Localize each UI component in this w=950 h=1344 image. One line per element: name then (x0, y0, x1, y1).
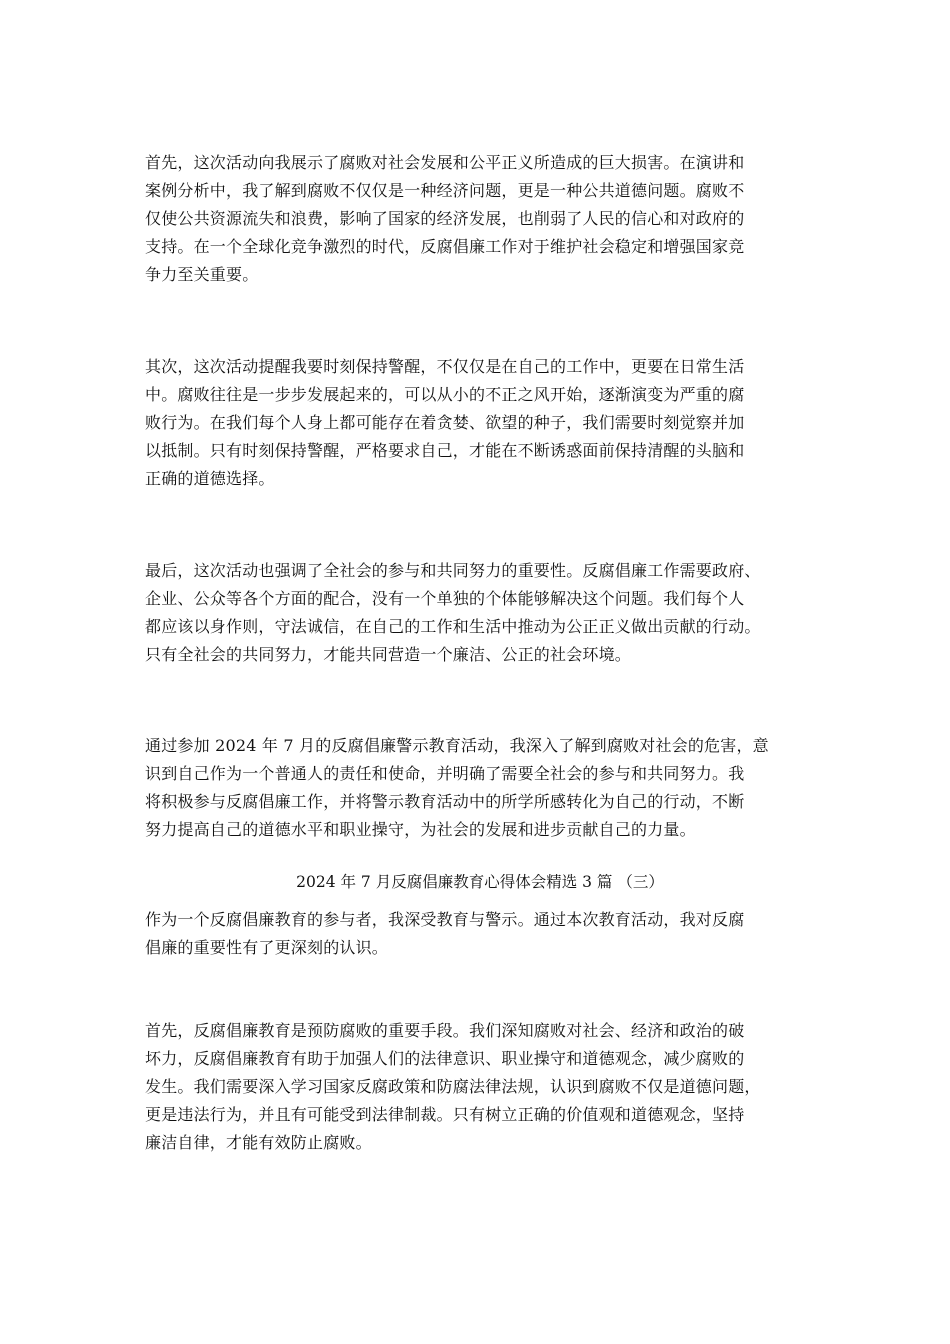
paragraph-line: 首先，反腐倡廉教育是预防腐败的重要手段。我们深知腐败对社会、经济和政治的破 (145, 1021, 745, 1040)
paragraph-line: 只有全社会的共同努力，才能共同营造一个廉洁、公正的社会环境。 (145, 645, 632, 664)
paragraph-line: 中。腐败往往是一步步发展起来的，可以从小的不正之风开始，逐渐演变为严重的腐 (145, 385, 745, 404)
paragraph-line: 更是违法行为，并且有可能受到法律制裁。只有树立正确的价值观和道德观念，坚持 (145, 1105, 745, 1124)
section-title: 2024 年 7 月反腐倡廉教育心得体会精选 3 篇 （三） (296, 873, 664, 891)
paragraph-line: 其次，这次活动提醒我要时刻保持警醒，不仅仅是在自己的工作中，更要在日常生活 (145, 357, 745, 376)
paragraph-line: 正确的道德选择。 (145, 469, 275, 488)
paragraph-line: 首先，这次活动向我展示了腐败对社会发展和公平正义所造成的巨大损害。在演讲和 (145, 153, 745, 172)
paragraph-line: 最后，这次活动也强调了全社会的参与和共同努力的重要性。反腐倡廉工作需要政府、 (145, 561, 761, 580)
paragraph-line: 通过参加 2024 年 7 月的反腐倡廉警示教育活动，我深入了解到腐败对社会的危害，意 (145, 736, 769, 755)
paragraph-line: 倡廉的重要性有了更深刻的认识。 (145, 938, 389, 957)
paragraph-line: 识到自己作为一个普通人的责任和使命，并明确了需要全社会的参与和共同努力。我 (145, 764, 745, 783)
paragraph-line: 都应该以身作则，守法诚信，在自己的工作和生活中推动为公正正义做出贡献的行动。 (145, 617, 761, 636)
paragraph-line: 发生。我们需要深入学习国家反腐政策和防腐法律法规，认识到腐败不仅是道德问题， (145, 1077, 761, 1096)
paragraph-line: 廉洁自律，才能有效防止腐败。 (145, 1133, 372, 1152)
paragraph-line: 败行为。在我们每个人身上都可能存在着贪婪、欲望的种子，我们需要时刻觉察并加 (145, 413, 745, 432)
paragraph-conclusion (145, 732, 815, 844)
paragraph-prevention (145, 1017, 815, 1157)
paragraph-line: 作为一个反腐倡廉教育的参与者，我深受教育与警示。通过本次教育活动，我对反腐 (145, 910, 745, 929)
paragraph-line: 坏力，反腐倡廉教育有助于加强人们的法律意识、职业操守和道德观念，减少腐败的 (145, 1049, 745, 1068)
paragraph-society (145, 557, 815, 669)
paragraph-harm (145, 149, 815, 289)
paragraph-intro (145, 906, 815, 962)
paragraph-line: 企业、公众等各个方面的配合，没有一个单独的个体能够解决这个问题。我们每个人 (145, 589, 745, 608)
paragraph-line: 努力提高自己的道德水平和职业操守，为社会的发展和进步贡献自己的力量。 (145, 820, 696, 839)
paragraph-line: 将积极参与反腐倡廉工作，并将警示教育活动中的所学所感转化为自己的行动，不断 (145, 792, 745, 811)
paragraph-line: 支持。在一个全球化竞争激烈的时代，反腐倡廉工作对于维护社会稳定和增强国家竞 (145, 237, 745, 256)
paragraph-line: 案例分析中，我了解到腐败不仅仅是一种经济问题，更是一种公共道德问题。腐败不 (145, 181, 745, 200)
paragraph-line: 仅使公共资源流失和浪费，影响了国家的经济发展，也削弱了人民的信心和对政府的 (145, 209, 745, 228)
paragraph-vigilance (145, 353, 815, 493)
paragraph-line: 以抵制。只有时刻保持警醒，严格要求自己，才能在不断诱惑面前保持清醒的头脑和 (145, 441, 745, 460)
paragraph-line: 争力至关重要。 (145, 265, 259, 284)
